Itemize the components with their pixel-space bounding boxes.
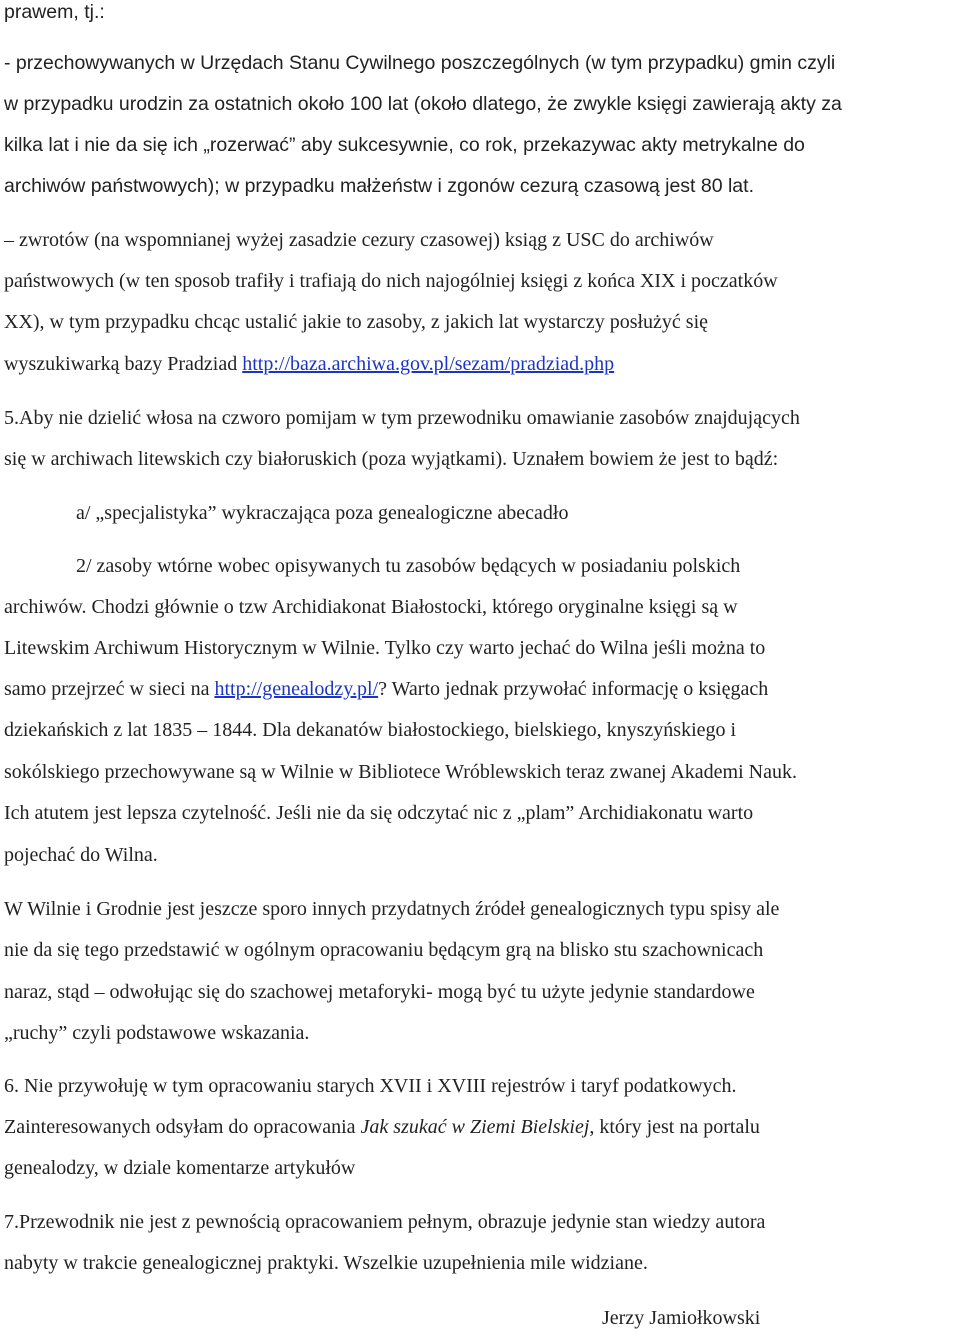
text-segment: wyszukiwarką bazy Pradziad [4, 353, 243, 375]
article-title: Jak szukać w Ziemi Bielskiej [360, 1116, 590, 1138]
text-line: 2/ zasoby wtórne wobec opisywanych tu zasobów będących w posiadaniu polskich [76, 555, 741, 577]
text-line: dziekańskich z lat 1835 – 1844. Dla dekanatów białostockiego, bielskiego, knyszyńskiego i [4, 719, 737, 741]
text-line: sokólskiego przechowywane są w Wilnie w Bibliotece Wróblewskich teraz zwanej Akademi Nauk. [4, 761, 797, 783]
text-line: archiwów. Chodzi głównie o tzw Archidiakonat Białostocki, którego oryginalne księgi są w [4, 596, 738, 618]
text-segment: ? Warto jednak przywołać informację o księgach [378, 678, 769, 700]
text-line: – zwrotów (na wspomnianej wyżej zasadzie cezury czasowej) ksiąg z USC do archiwów [4, 229, 714, 251]
text-line: w przypadku urodzin za ostatnich około 100 lat (około dlatego, że zwykle księgi zawierają akty za [4, 93, 842, 115]
text-line: naraz, stąd – odwołując się do szachowej metaforyki- mogą być tu użyte jedynie standardowe [4, 981, 755, 1003]
text-line: nie da się tego przedstawić w ogólnym opracowaniu będącym grą na blisko stu szachownicach [4, 939, 764, 961]
text-line: genealodzy, w dziale komentarze artykułów [4, 1157, 356, 1179]
pradziad-link[interactable]: http://baza.archiwa.gov.pl/sezam/pradziad.php [242, 353, 615, 375]
text-line: W Wilnie i Grodnie jest jeszcze sporo innych przydatnych źródeł genealogicznych typu spisy ale [4, 898, 780, 920]
text-segment: Zainteresowanych odsyłam do opracowania [4, 1116, 361, 1138]
text-line: się w archiwach litewskich czy białoruskich (poza wyjątkami). Uznałem bowiem że jest to bądź: [4, 448, 779, 470]
text-line: 7.Przewodnik nie jest z pewnością opracowaniem pełnym, obrazuje jedynie stan wiedzy autora [4, 1211, 766, 1233]
text-segment: samo przejrzeć w sieci na [4, 678, 215, 700]
text-line: XX), w tym przypadku chcąc ustalić jakie to zasoby, z jakich lat wystarczy posłużyć się [4, 311, 709, 333]
text-line: państwowych (w ten sposob trafiły i trafiają do nich najogólniej księgi z końca XIX i poczatków [4, 270, 778, 292]
text-line: pojechać do Wilna. [4, 844, 158, 866]
text-line: kilka lat i nie da się ich „rozerwać” aby sukcesywnie, co rok, przekazywac akty metrykalne do [4, 134, 805, 156]
text-line: 5.Aby nie dzielić włosa na czworo pomijam w tym przewodniku omawianie zasobów znajdujących [4, 407, 800, 429]
author-signature: Jerzy Jamiołkowski [602, 1307, 761, 1329]
genealodzy-link[interactable]: http://genealodzy.pl/ [214, 678, 379, 700]
text-line: 6. Nie przywołuję w tym opracowaniu starych XVII i XVIII rejestrów i taryf podatkowych. [4, 1075, 737, 1097]
text-line: - przechowywanych w Urzędach Stanu Cywilnego poszczególnych (w tym przypadku) gmin czyli [4, 52, 836, 74]
text-line: a/ „specjalistyka” wykraczająca poza genealogiczne abecadło [76, 502, 569, 524]
text-line: Ich atutem jest lepsza czytelność. Jeśli nie da się odczytać nic z „plam” Archidiakonatu warto [4, 802, 754, 824]
text-line: prawem, tj.: [4, 1, 105, 23]
text-line: archiwów państwowych); w przypadku małżeństw i zgonów cezurą czasową jest 80 lat. [4, 175, 754, 197]
text-line-with-link [4, 351, 614, 377]
text-line-with-emphasis [4, 1114, 760, 1140]
text-line: Litewskim Archiwum Historycznym w Wilnie. Tylko czy warto jechać do Wilna jeśli można to [4, 637, 766, 659]
text-segment: , który jest na portalu [589, 1116, 760, 1138]
text-line: „ruchy” czyli podstawowe wskazania. [4, 1022, 310, 1044]
text-line-with-link [4, 676, 768, 702]
text-line: nabyty w trakcie genealogicznej praktyki. Wszelkie uzupełnienia mile widziane. [4, 1252, 648, 1274]
